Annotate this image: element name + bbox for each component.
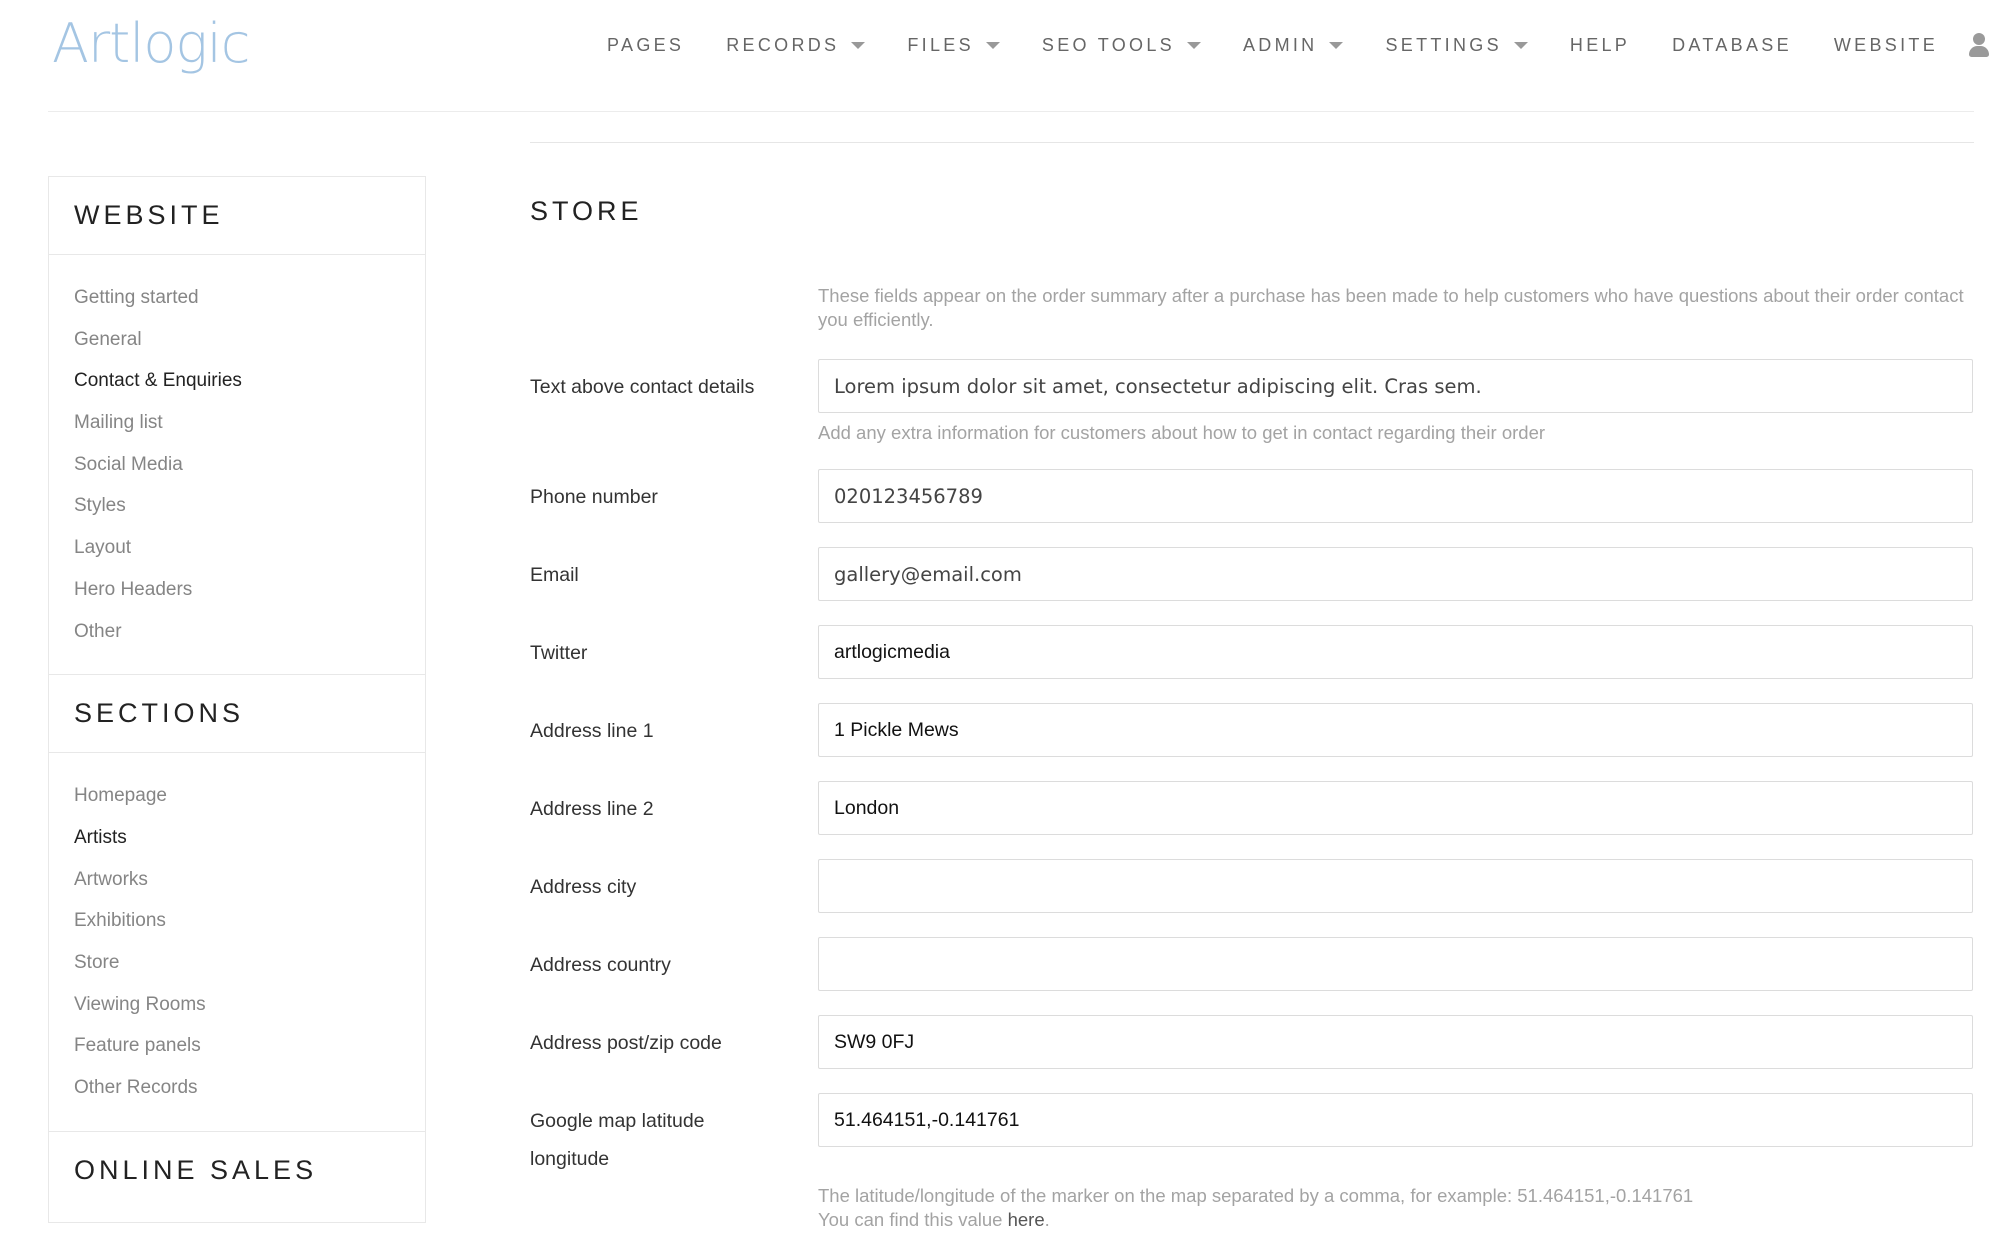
phone-input[interactable] xyxy=(818,469,1973,523)
email-input[interactable] xyxy=(818,547,1973,601)
sidebar-heading-website: WEBSITE xyxy=(49,177,425,255)
nav-files[interactable]: FILES xyxy=(907,35,1000,56)
city-input[interactable] xyxy=(818,859,1973,913)
sidebar-heading-sections: SECTIONS xyxy=(49,675,425,753)
map-label-line2: longitude xyxy=(530,1148,610,1170)
sidebar-heading-online-sales[interactable]: ONLINE SALES xyxy=(74,1155,318,1186)
sidebar-item-contact-enquiries[interactable]: Contact & Enquiries xyxy=(74,370,242,392)
phone-label: Phone number xyxy=(530,486,658,508)
postcode-input[interactable] xyxy=(818,1015,1973,1069)
nav-database[interactable]: DATABASE xyxy=(1672,34,1792,55)
text-above-input[interactable] xyxy=(818,359,1973,413)
address2-label: Address line 2 xyxy=(530,798,654,820)
caret-down-icon xyxy=(851,42,865,49)
text-above-label: Text above contact details xyxy=(530,376,755,398)
nav-website[interactable]: WEBSITE xyxy=(1833,34,1938,55)
nav-admin[interactable]: ADMIN xyxy=(1243,35,1344,56)
caret-down-icon xyxy=(986,42,1000,49)
address1-input[interactable] xyxy=(818,703,1973,757)
address1-label: Address line 1 xyxy=(530,720,654,742)
sidebar-item-homepage[interactable]: Homepage xyxy=(74,785,167,807)
user-icon[interactable] xyxy=(1968,33,1990,57)
sidebar-item-hero-headers[interactable]: Hero Headers xyxy=(74,578,193,600)
nav-settings[interactable]: SETTINGS xyxy=(1385,35,1527,56)
sidebar-item-feature-panels[interactable]: Feature panels xyxy=(74,1035,201,1057)
sidebar-item-styles[interactable]: Styles xyxy=(74,495,126,517)
nav-records[interactable]: RECORDS xyxy=(726,35,865,56)
map-help-line2: You can find this value here. xyxy=(818,1209,1050,1230)
sidebar-item-getting-started[interactable]: Getting started xyxy=(74,287,199,308)
nav-seo-tools[interactable]: SEO TOOLS xyxy=(1042,35,1201,56)
sidebar-item-other[interactable]: Other xyxy=(74,620,122,642)
map-label-line1: Google map latitude xyxy=(530,1110,705,1132)
caret-down-icon xyxy=(1329,42,1343,49)
sidebar-item-other-records[interactable]: Other Records xyxy=(74,1077,198,1098)
twitter-label: Twitter xyxy=(530,642,588,664)
intro-text: These fields appear on the order summary after a purchase has been made to help customers who have questions about their order contact you efficiently. xyxy=(818,285,1964,330)
sidebar-website-list xyxy=(49,255,425,675)
map-help-link[interactable]: here xyxy=(1007,1209,1045,1230)
sidebar xyxy=(48,176,426,1223)
city-label: Address city xyxy=(530,876,637,898)
header-divider xyxy=(48,111,1974,112)
email-label: Email xyxy=(530,564,579,586)
map-coordinates-input[interactable] xyxy=(818,1093,1973,1147)
caret-down-icon xyxy=(1187,42,1201,49)
content-divider xyxy=(530,142,1974,143)
twitter-input[interactable] xyxy=(818,625,1973,679)
address2-input[interactable] xyxy=(818,781,1973,835)
top-nav xyxy=(565,30,1990,60)
map-label xyxy=(530,1102,705,1178)
sidebar-sections-list xyxy=(49,753,425,1132)
sidebar-item-mailing-list[interactable]: Mailing list xyxy=(74,412,163,434)
nav-pages[interactable]: PAGES xyxy=(607,34,685,55)
sidebar-item-artists[interactable]: Artists xyxy=(74,826,127,848)
map-help xyxy=(818,1184,1693,1232)
country-label: Address country xyxy=(530,954,671,976)
nav-help[interactable]: HELP xyxy=(1569,34,1631,55)
map-help-line1: The latitude/longitude of the marker on the map separated by a comma, for example: 51.464151,-0.141761 xyxy=(818,1185,1694,1206)
country-input[interactable] xyxy=(818,937,1973,991)
page-title: STORE xyxy=(530,196,643,226)
sidebar-item-layout[interactable]: Layout xyxy=(74,537,132,559)
artlogic-logo[interactable]: Artlogic xyxy=(52,12,250,75)
sidebar-item-store[interactable]: Store xyxy=(74,951,120,973)
sidebar-item-artworks[interactable]: Artworks xyxy=(74,868,148,890)
sidebar-item-general[interactable]: General xyxy=(74,328,142,350)
text-above-help: Add any extra information for customers about how to get in contact regarding their order xyxy=(818,422,1546,443)
sidebar-item-exhibitions[interactable]: Exhibitions xyxy=(74,910,166,932)
sidebar-item-viewing-rooms[interactable]: Viewing Rooms xyxy=(74,993,206,1015)
postcode-label: Address post/zip code xyxy=(530,1032,722,1054)
caret-down-icon xyxy=(1514,42,1528,49)
sidebar-item-social-media[interactable]: Social Media xyxy=(74,453,183,475)
